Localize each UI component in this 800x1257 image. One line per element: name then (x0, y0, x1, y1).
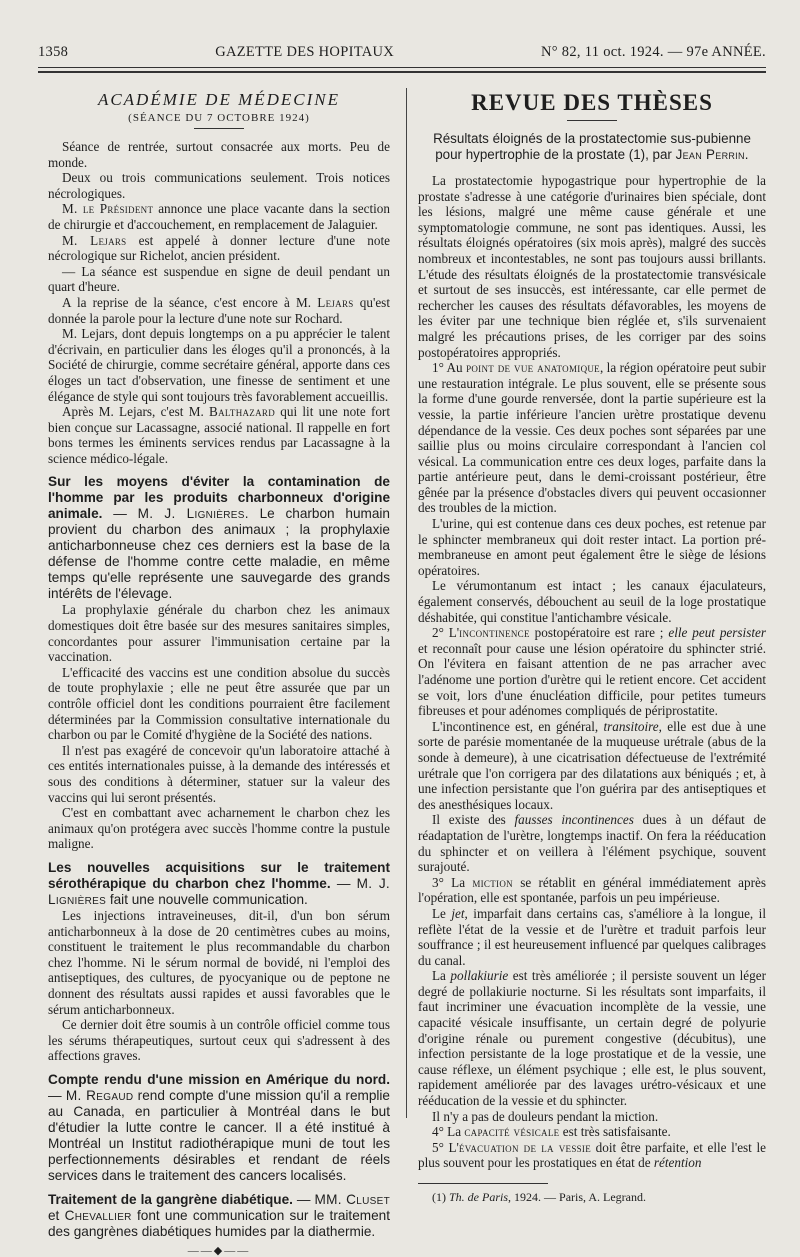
paragraph-text: 1° Au (432, 360, 467, 376)
section-title: REVUE DES THÈSES (471, 90, 713, 115)
paragraph-text: est très améliorée ; il persiste souvent un léger degré de pollakiurie nocturne. Si les résultats sont imparfaits, il faut incriminer une évacuation incomplète de la vessie, une capacité vésicale insuffisante, un certain degré de polyurie d'origine rénale ou purement congestive (décubitus), une infection persistante de la loge prostatique et de la vessie, une cause réflexe, un élément psychique ; elle est, le plus souvent, rapidement améliorée par des lavages urétro-vésicaux et une rééducation de la vessie et du sphincter. (418, 968, 766, 1109)
paragraph: Il n'y a pas de douleurs pendant la miction. (432, 1108, 659, 1124)
paragraph-text: qui lit une note fort bien conçue sur Lacassagne, associé national. Il rappelle en fort bons termes les éminents services rendus par Lacassagne à la science médico-légale. (48, 404, 390, 466)
topic-label: évacuation de la vessie (458, 1139, 592, 1155)
italic-text: pollakiurie (450, 968, 509, 984)
article-lead: Compte rendu d'une mission en Amérique du nord. — M. Regaud rend compte d'une mission qu'il a remplie au Canada, en particulier à Montréal dans le but d'étudier la lutte contre le cancer. Il a été institué à Montréal un Institut radiothérapique muni de tout les perfectionnements désirables et rendant de réels services dans le traitement des cancers localisés. (48, 1071, 390, 1183)
end-ornament: ——◆—— (187, 1244, 251, 1257)
author-name: Jean Perrin. (675, 147, 749, 162)
topic-label: incontinence (459, 625, 530, 641)
left-column (48, 80, 391, 1257)
article-lead: Les nouvelles acquisitions sur le traitement sérothérapique du charbon chez l'homme. — M. J. Lignières fait une nouvelle communication. (48, 859, 391, 907)
column-divider (406, 88, 407, 1118)
speaker-name: Balthazard (209, 404, 275, 420)
header-rule (38, 67, 766, 68)
paragraph (418, 875, 766, 906)
paragraph (418, 968, 766, 1108)
italic-text: transitoire (603, 718, 659, 734)
topic-label: capacité vésicale (464, 1124, 560, 1140)
section-title: ACADÉMIE DE MÉDECINE (97, 90, 341, 109)
paragraph: L'efficacité des vaccins est une condition absolue du succès de toute prophylaxie ; elle ne peut être assurée que par un contrôle officiel dont les conditions pourraient être facilement déterminées par la Commission consultative internationale du charbon ou par le Comité d'hygiène de la Société des nations. (48, 664, 390, 743)
paragraph (418, 906, 766, 968)
paragraph-text: est très satisfaisante. (559, 1124, 671, 1140)
paragraph-text: 5° L' (432, 1139, 459, 1155)
italic-text: Th. de Paris (449, 1190, 509, 1204)
paragraph-text: postopératoire est rare ; (529, 625, 669, 641)
paragraph-text: , elle est due à une sorte de parésie momentanée de la muqueuse urétrale (abus de la sonde à demeure), à une cicatrisation défectueuse de l'extrémité urétrale que l'on corrigera par des dilatations aux béniqués ; et, à une infection persistante que l'on guérira par des antiseptiques et des anesthésiques locaux. (418, 718, 766, 812)
paragraph-text: Le (432, 905, 452, 921)
paragraph (418, 360, 766, 516)
author-name: Chevallier (64, 1207, 132, 1223)
topic-label: point de vue anatomique (466, 360, 600, 376)
paragraph-text: font une communication sur le traitement des gangrènes diabétiques humides par la diathermie. (48, 1207, 390, 1239)
paragraph: Le vérumontanum est intact ; les canaux éjaculateurs, également conservés, débouchent au seuil de la loge prostatique déshabitée, qui constitue l'antichambre vésicale. (418, 578, 766, 625)
running-header (38, 44, 766, 61)
thesis-title (418, 131, 766, 163)
paragraph (48, 404, 390, 466)
article-lead: Sur les moyens d'éviter la contamination de l'homme par les produits charbonneux d'origine animale. — M. J. Lignières. Le charbon humain provient du charbon des animaux ; la prophylaxie anticharbonneuse chez ces derniers est la base de la défense de l'homme contre cette maladie, en même temps qu'elle représente une sauvegarde des grands intérêts de l'élevage. (48, 474, 390, 602)
columns (38, 80, 767, 1257)
paragraph: — La séance est suspendue en signe de deuil pendant un quart d'heure. (48, 263, 390, 295)
paragraph-text: annonce une place vacante dans la section de chirurgie et d'accouchement, en remplacement de Jalaguier. (48, 201, 390, 232)
issue-info: N° 82, 11 oct. 1924. — 97e ANNÉE. (541, 44, 766, 60)
page-number: 1358 (38, 44, 69, 60)
author-name: M. J. Lignières (48, 875, 391, 907)
article-title: Traitement de la gangrène diabétique. (48, 1191, 293, 1207)
paragraph (418, 719, 766, 813)
paragraph (418, 625, 766, 719)
section-subtitle: (SÉANCE DU 7 OCTOBRE 1924) (128, 112, 310, 124)
paragraph: La prophylaxie générale du charbon chez les animaux domestiques doit être basée sur des mesures sanitaires simples, concordantes pour assurer l'immunisation certaine par la vaccination. (48, 602, 390, 665)
paragraph-text: 4° La (432, 1124, 465, 1140)
paragraph-text: A la reprise de la séance, c'est encore à M. (62, 294, 318, 310)
paragraph-text: et reconnaît pour cause une lésion opératoire du sphincter strié. On l'évitera en faisant attention de ne pas arracher avec l'adénome une portion d'urètre qui le retient encore. Cet accident se voit, lors d'une énucléation difficile, pour petites tumeurs fibreuses et pour adénomes compliqués de périprostatite. (418, 640, 766, 719)
paragraph-text: Le charbon humain provient du charbon des animaux ; la prophylaxie anticharbonneuse chez ces derniers est la base de la défense de l'homme contre cette maladie, en même temps qu'elle représente une sauvegarde des grands intérêts de l'élevage. (48, 506, 390, 602)
paragraph: La prostatectomie hypogastrique pour hypertrophie de la prostate s'adresse à une catégorie d'urinaires bien spéciale, dont les lésions, malgré une même cause générale et une symptomatologie commune, ne sont pas identiques. Aussi, les résultats éloignés opératoires (six mois après), malgré des succès nombreux et incontestables, ne sont pas toujours aussi brillants. L'étude des résultats éloignés de la prostatectomie transvésicale et surtout de ses insuccès, est intéressante, car elle permet de rechercher les causes des résultats défavorables, les moyens de les éviter par une technique bien réglée et, s'ils survenaient malgré les précautions prises, de les corriger par des soins postopératoires appropriés. (418, 173, 766, 360)
section-rule (194, 128, 244, 129)
paragraph (48, 295, 390, 326)
paragraph (418, 1140, 766, 1171)
italic-text: rétention (653, 1155, 702, 1171)
paragraph-text: , la région opératoire peut subir une restauration intégrale. Le plus souvent, elle se présente sous la forme d'une gourde renversée, dont la partie supérieure est la vessie, la partie inférieure l'ancien urètre prostatique devenu dépendance de la vessie. Ces deux poches sont séparées par une saillie plus ou moins circulaire correspondant à l'ancien col vésical. La communication entre ces deux loges, parfaite dans la partie antérieure peut, dans le demi-croissant postérieur, être gênée par la présence d'obstacles divers qui peuvent occasionner des troubles de la miction. (418, 360, 766, 516)
paragraph-text: qu'est donnée la parole pour la lecture d'une note sur Rochard. (48, 294, 390, 326)
paragraph-text: est appelé à donner lecture d'une note nécrologique sur Richelot, ancien président. (48, 232, 390, 264)
paragraph: Ce dernier doit être soumis à un contrôle officiel comme tous les sérums thérapeutiques, surtout ceux qui s'adressent à des affections graves. (48, 1017, 390, 1064)
topic-label: miction (472, 874, 513, 890)
right-column (418, 80, 767, 1204)
paragraph (48, 201, 390, 232)
paragraph-text: La (432, 968, 451, 984)
paragraph-text: doit être parfaite, et elle l'est le plus souvent pour les prostatiques en état de (418, 1139, 766, 1171)
paragraph: Deux ou trois communications seulement. Trois notices nécrologiques. (48, 170, 390, 201)
author-name: MM. Cluset (314, 1191, 390, 1207)
italic-text: jet (451, 905, 465, 921)
thesis-title-text: Résultats éloignés de la prostatectomie sus-pubienne pour hypertrophie de la prostate (1), par (433, 131, 751, 162)
paragraph (48, 233, 390, 264)
section-rule (567, 120, 617, 121)
paragraph: L'urine, qui est contenue dans ces deux poches, est retenue par le sphincter membraneux qui doit rester intact. La portion pré-membraneuse en amont peut également être le siège de lésions opératoires. (418, 516, 766, 578)
paragraph-text: Après M. Lejars, c'est M. (62, 404, 210, 420)
paragraph-text: se rétablit en général immédiatement après l'opération, elle est spontanée, parfois un peu impérieuse. (418, 874, 767, 906)
italic-text: elle peut persister (668, 625, 766, 641)
speaker-name: M. le Président (62, 201, 154, 217)
article-title: Les nouvelles acquisitions sur le traitement sérothérapique du charbon chez l'homme. (48, 859, 390, 891)
paragraph-text: Il existe des (432, 812, 515, 828)
footnote-marker: (1) (432, 1190, 449, 1204)
paragraph: C'est en combattant avec acharnement le charbon chez les animaux qu'on protégera avec succès l'homme contre la pustule maligne. (48, 805, 390, 852)
paragraph-text: 3° La (432, 874, 473, 890)
paragraph-text: dues à un défaut de réadaptation de l'urètre, longtemps inactif. On fera la rééducation du sphincter et on veillera à l'élément psychique, souvent surajouté. (418, 812, 766, 875)
paragraph-text: et (48, 1207, 65, 1223)
speaker-name: Lejars (317, 294, 354, 310)
paragraph: Les injections intraveineuses, dit-il, d'un bon sérum anticharbonneux à la dose de 20 centimètres cubes au moins, constituent le traitement le plus recommandable du charbon chez l'homme. Ni le sérum normal de bovidé, ni l'emploi des antiseptiques, des cultures, de pyocyanique ou de peptone ne donnent des résultats aussi rapides et aussi favorables que le sérum anticharbonneux. (48, 907, 390, 1017)
paragraph-text: L'incontinence est, en général, (432, 718, 604, 734)
paragraph: Il n'est pas exagéré de concevoir qu'un laboratoire attaché à ces entités internationales puisse, à la demande des intéressés et sous des conditions à déterminer, statuer sur la valeur des vaccins qui lui seront présentés. (48, 742, 390, 805)
paragraph (418, 812, 766, 874)
paragraph: M. Lejars, dont depuis longtemps on a pu apprécier le talent d'écrivain, en particulier dans les éloges qu'il a prononcés, à la Société de chirurgie, comme secrétaire général, apporte dans ces éloges un tact d'observation, une finesse de sentiment et une élégance de style qui sont toujours très favorablement accueillis. (48, 326, 390, 404)
paragraph: Séance de rentrée, surtout consacrée aux morts. Peu de monde. (48, 139, 390, 170)
article-title: Compte rendu d'une mission en Amérique du nord. (48, 1071, 390, 1087)
paragraph (418, 1124, 766, 1140)
paragraph-text: 2° L' (432, 625, 460, 641)
journal-title: GAZETTE DES HOPITAUX (215, 44, 395, 60)
footnote-rule (418, 1183, 548, 1184)
footnote-text: , 1924. — Paris, A. Legrand. (508, 1190, 646, 1204)
author-name: M. Regaud (65, 1087, 134, 1103)
speaker-name: M. Lejars (62, 232, 127, 248)
paragraph-text: , imparfait dans certains cas, s'améliore à la longue, il reflète l'état de la vessie et de l'urètre et traduit parfois leur souffrance ; il est heureusement influencé par quelques calibrages du canal. (418, 905, 766, 968)
footnote (418, 1190, 766, 1204)
article-lead: Traitement de la gangrène diabétique. — MM. Cluset et Chevallier font une communication sur le traitement des gangrènes diabétiques humides par la diathermie. (48, 1191, 390, 1239)
header-rule-thick (38, 71, 766, 73)
paragraph-text: rend compte d'une mission qu'il a remplie au Canada, en particulier à Montréal dans le but d'étudier la lutte contre le cancer. Il a été institué à Montréal un Institut radiothérapique muni de tout les perfectionnements désirables et rendant de réels services dans le traitement des cancers localisés. (48, 1087, 390, 1183)
article-title: Sur les moyens d'éviter la contamination de l'homme par les produits charbonneux d'origine animale. (48, 474, 390, 522)
paragraph-text: fait une nouvelle communication. (106, 891, 308, 907)
italic-text: fausses incontinences (514, 812, 634, 828)
author-name: M. J. Lignières. (137, 506, 249, 522)
